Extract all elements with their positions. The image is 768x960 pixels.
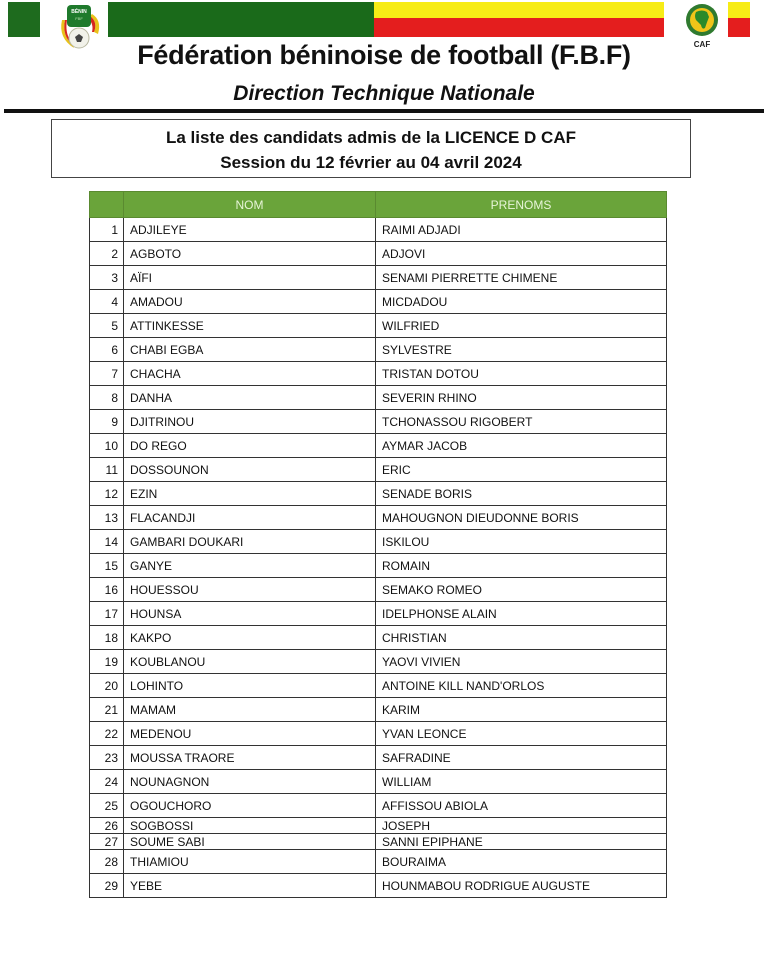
row-prenoms: SANNI EPIPHANE — [376, 834, 667, 850]
table-row — [90, 850, 667, 874]
row-nom: AMADOU — [124, 290, 376, 314]
row-nom: SOGBOSSI — [124, 818, 376, 834]
table-row — [90, 218, 667, 242]
table-row — [90, 578, 667, 602]
row-prenoms: ISKILOU — [376, 530, 667, 554]
row-prenoms: SENADE BORIS — [376, 482, 667, 506]
flag-band-yellow-right — [728, 2, 750, 18]
row-number: 27 — [90, 834, 124, 850]
row-number: 26 — [90, 818, 124, 834]
table-row — [90, 602, 667, 626]
row-number: 6 — [90, 338, 124, 362]
table-row — [90, 410, 667, 434]
row-nom: EZIN — [124, 482, 376, 506]
row-nom: DOSSOUNON — [124, 458, 376, 482]
row-number: 9 — [90, 410, 124, 434]
row-nom: LOHINTO — [124, 674, 376, 698]
row-nom: ATTINKESSE — [124, 314, 376, 338]
row-prenoms: MAHOUGNON DIEUDONNE BORIS — [376, 506, 667, 530]
table-row — [90, 386, 667, 410]
row-prenoms: AYMAR JACOB — [376, 434, 667, 458]
row-nom: NOUNAGNON — [124, 770, 376, 794]
row-prenoms: SEVERIN RHINO — [376, 386, 667, 410]
table-row — [90, 794, 667, 818]
row-number: 13 — [90, 506, 124, 530]
row-nom: KAKPO — [124, 626, 376, 650]
row-nom: GAMBARI DOUKARI — [124, 530, 376, 554]
row-nom: YEBE — [124, 874, 376, 898]
candidates-table — [89, 191, 667, 898]
table-row — [90, 290, 667, 314]
row-number: 24 — [90, 770, 124, 794]
row-prenoms: WILFRIED — [376, 314, 667, 338]
header-divider — [4, 109, 764, 113]
row-prenoms: BOURAIMA — [376, 850, 667, 874]
row-number: 20 — [90, 674, 124, 698]
row-prenoms: SEMAKO ROMEO — [376, 578, 667, 602]
table-row — [90, 338, 667, 362]
row-number: 14 — [90, 530, 124, 554]
table-row — [90, 626, 667, 650]
row-nom: OGOUCHORO — [124, 794, 376, 818]
flag-band-green — [108, 2, 374, 37]
row-number: 15 — [90, 554, 124, 578]
row-nom: THIAMIOU — [124, 850, 376, 874]
row-prenoms: KARIM — [376, 698, 667, 722]
table-row — [90, 314, 667, 338]
row-number: 3 — [90, 266, 124, 290]
table-row — [90, 242, 667, 266]
row-nom: HOUNSA — [124, 602, 376, 626]
table-row — [90, 674, 667, 698]
row-prenoms: JOSEPH — [376, 818, 667, 834]
row-prenoms: HOUNMABOU RODRIGUE AUGUSTE — [376, 874, 667, 898]
caption-session: Session du 12 février au 04 avril 2024 — [220, 153, 522, 172]
table-row — [90, 650, 667, 674]
row-nom: SOUME SABI — [124, 834, 376, 850]
row-prenoms: WILLIAM — [376, 770, 667, 794]
row-number: 22 — [90, 722, 124, 746]
row-nom: CHABI EGBA — [124, 338, 376, 362]
column-header-nom: NOM — [124, 192, 376, 218]
caption-title: La liste des candidats admis de la LICENCE D CAF — [166, 128, 576, 147]
row-number: 4 — [90, 290, 124, 314]
row-number: 7 — [90, 362, 124, 386]
flag-band-green-left — [8, 2, 40, 37]
flag-band-yellow — [374, 2, 664, 18]
row-nom: DO REGO — [124, 434, 376, 458]
row-nom: ADJILEYE — [124, 218, 376, 242]
table-header-row — [90, 192, 667, 218]
row-prenoms: TRISTAN DOTOU — [376, 362, 667, 386]
table-row — [90, 554, 667, 578]
row-nom: MEDENOU — [124, 722, 376, 746]
row-nom: MOUSSA TRAORE — [124, 746, 376, 770]
row-nom: AÏFI — [124, 266, 376, 290]
row-number: 8 — [90, 386, 124, 410]
column-header-number — [90, 192, 124, 218]
table-row — [90, 458, 667, 482]
caf-logo-text: CAF — [693, 40, 711, 49]
flag-band-red — [374, 18, 664, 37]
row-prenoms: ADJOVI — [376, 242, 667, 266]
table-row — [90, 362, 667, 386]
row-nom: KOUBLANOU — [124, 650, 376, 674]
row-number: 11 — [90, 458, 124, 482]
row-number: 21 — [90, 698, 124, 722]
fbf-logo-subtext: FBF — [75, 16, 83, 21]
row-prenoms: IDELPHONSE ALAIN — [376, 602, 667, 626]
table-row — [90, 530, 667, 554]
table-row — [90, 506, 667, 530]
row-number: 16 — [90, 578, 124, 602]
flag-band-red-right — [728, 18, 750, 37]
row-number: 23 — [90, 746, 124, 770]
table-row — [90, 746, 667, 770]
column-header-prenoms: PRENOMS — [376, 192, 667, 218]
row-prenoms: SAFRADINE — [376, 746, 667, 770]
table-row — [90, 874, 667, 898]
row-nom: DANHA — [124, 386, 376, 410]
row-number: 12 — [90, 482, 124, 506]
page-title: Fédération béninoise de football (F.B.F) — [137, 40, 631, 70]
row-number: 1 — [90, 218, 124, 242]
row-number: 25 — [90, 794, 124, 818]
table-row — [90, 818, 667, 834]
table-row — [90, 266, 667, 290]
row-prenoms: AFFISSOU ABIOLA — [376, 794, 667, 818]
fbf-logo-text: BÉNIN — [71, 9, 87, 15]
table-row — [90, 834, 667, 850]
row-nom: MAMAM — [124, 698, 376, 722]
row-number: 29 — [90, 874, 124, 898]
row-prenoms: RAIMI ADJADI — [376, 218, 667, 242]
row-prenoms: CHRISTIAN — [376, 626, 667, 650]
row-prenoms: ERIC — [376, 458, 667, 482]
row-prenoms: ROMAIN — [376, 554, 667, 578]
list-caption — [51, 119, 691, 178]
table-row — [90, 698, 667, 722]
row-nom: DJITRINOU — [124, 410, 376, 434]
row-number: 5 — [90, 314, 124, 338]
table-row — [90, 770, 667, 794]
row-prenoms: YAOVI VIVIEN — [376, 650, 667, 674]
row-prenoms: YVAN LEONCE — [376, 722, 667, 746]
row-prenoms: TCHONASSOU RIGOBERT — [376, 410, 667, 434]
row-number: 17 — [90, 602, 124, 626]
row-number: 28 — [90, 850, 124, 874]
row-prenoms: SENAMI PIERRETTE CHIMENE — [376, 266, 667, 290]
row-number: 19 — [90, 650, 124, 674]
row-prenoms: MICDADOU — [376, 290, 667, 314]
table-row — [90, 482, 667, 506]
row-nom: CHACHA — [124, 362, 376, 386]
row-number: 18 — [90, 626, 124, 650]
row-nom: AGBOTO — [124, 242, 376, 266]
row-nom: FLACANDJI — [124, 506, 376, 530]
row-number: 10 — [90, 434, 124, 458]
table-row — [90, 434, 667, 458]
row-prenoms: ANTOINE KILL NAND'ORLOS — [376, 674, 667, 698]
row-number: 2 — [90, 242, 124, 266]
row-nom: HOUESSOU — [124, 578, 376, 602]
table-row — [90, 722, 667, 746]
row-prenoms: SYLVESTRE — [376, 338, 667, 362]
row-nom: GANYE — [124, 554, 376, 578]
page-subtitle: Direction Technique Nationale — [233, 82, 535, 105]
